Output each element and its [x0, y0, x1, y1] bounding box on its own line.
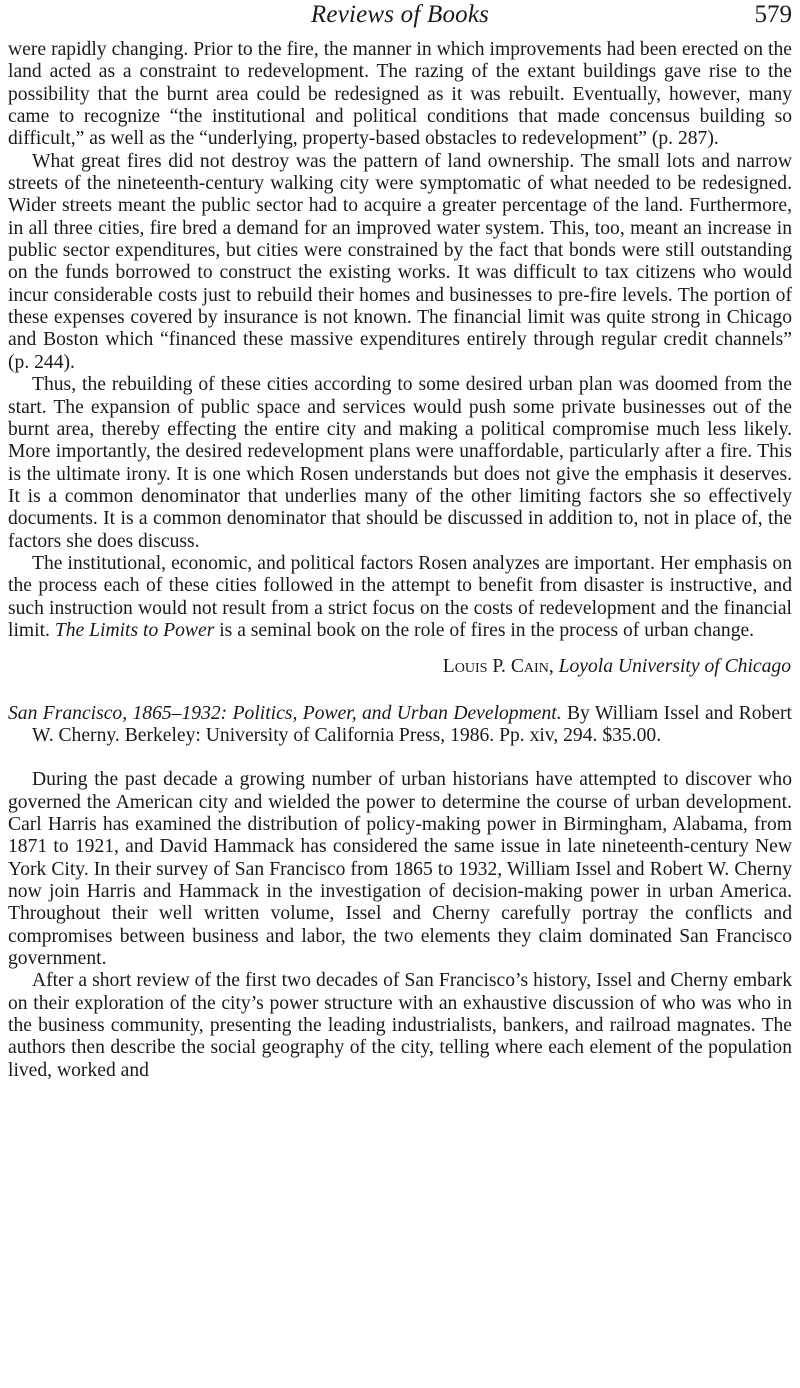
page-body: [8, 39, 792, 1082]
review2-paragraph-1: During the past decade a growing number of urban historians have attempted to discover who governed the American city and wielded the power to determine the course of urban development. Carl Harris has examined the distribution of policy-making power in Birmingham, Alabama, from 1871 to 1921, and David Hammack has considered the same issue in late nineteenth-century New York City. In their survey of San Francisco from 1865 to 1932, William Issel and Robert W. Cherny now join Harris and Hammack in the investigation of decision-making power in urban America. Throughout their well written volume, Issel and Cherny carefully portray the conflicts and compromises between business and labor, the two elements they claim dominated San Francisco government.: [8, 769, 792, 970]
review1-paragraph-4: [8, 553, 792, 642]
review1-paragraph-4-text-b: is a seminal book on the role of fires in the process of urban change.: [214, 619, 755, 641]
running-title: Reviews of Books: [310, 1, 490, 28]
review2-book-title: San Francisco, 1865–1932: Politics, Power, and Urban Development.: [8, 702, 562, 724]
review2-paragraph-2: After a short review of the first two decades of San Francisco’s history, Issel and Cherny embark on their exploration of the city’s power structure with an exhaustive discussion of who was who in the business community, presenting the leading industrialists, bankers, and railroad magnates. The authors then describe the social geography of the city, telling where each element of the population lived, worked and: [8, 970, 792, 1081]
review2-book-details: By William Issel and Robert W. Cherny. Berkeley: University of California Press, 1986. Pp. xiv, 294. $35.00.: [32, 702, 792, 746]
reviewer-affiliation: Loyola University of Chicago: [558, 656, 791, 678]
running-head: [0, 0, 800, 36]
reviewer-name: Louis P. Cain: [442, 656, 549, 678]
reviewer-signature: Louis P. Cain, Loyola University of Chicago: [442, 656, 791, 678]
page-number: 579: [754, 1, 792, 28]
review1-paragraph-3: Thus, the rebuilding of these cities according to some desired urban plan was doomed from the start. The expansion of public space and services would push some private businesses out of the burnt area, thereby effecting the entire city and making a political compromise much less likely. More importantly, the desired redevelopment plans were unaffordable, particularly after a fire. This is the ultimate irony. It is one which Rosen understands but does not give the emphasis it deserves. It is a common denominator that underlies many of the other limiting factors she so effectively documents. It is a common denominator that should be discussed in addition to, not in place of, the factors she does discuss.: [8, 374, 792, 552]
cited-book-title: The Limits to Power: [54, 619, 215, 641]
review1-paragraph-1: were rapidly changing. Prior to the fire, the manner in which improvements had been erected on the land acted as a constraint to redevelopment. The razing of the extant buildings gave rise to the possibility that the burnt area could be redesigned as it was rebuilt. Eventually, however, many came to recognize “the institutional and political conditions that made concensus building so difficult,” as well as the “underlying, property-based obstacles to redevelopment” (p. 287).: [8, 39, 792, 150]
review1-paragraph-2: What great fires did not destroy was the pattern of land ownership. The small lots and narrow streets of the nineteenth-century walking city were symptomatic of what needed to be redesigned. Wider streets meant the public sector had to acquire a greater percentage of the land. Furthermore, in all three cities, fire bred a demand for an improved water system. This, too, meant an increase in public sector expenditures, but cities were constrained by the fact that bonds were still outstanding on the funds borrowed to construct the existing works. It was difficult to tax citizens who would incur considerable costs just to rebuild their homes and businesses to pre-fire levels. The portion of these expenses covered by insurance is not known. The financial limit was quite strong in Chicago and Boston which “financed these massive expenditures entirely through regular credit channels” (p. 244).: [8, 150, 792, 373]
review2-book-heading: [8, 703, 792, 748]
review1-paragraph-4-text-a: The institutional, economic, and political factors Rosen analyzes are important. Her emphasis on the process each of these cities followed in the attempt to benefit from disaster is instructive, and such instruction would not result from a strict focus on the costs of redevelopment and the financial limit.: [8, 552, 792, 641]
